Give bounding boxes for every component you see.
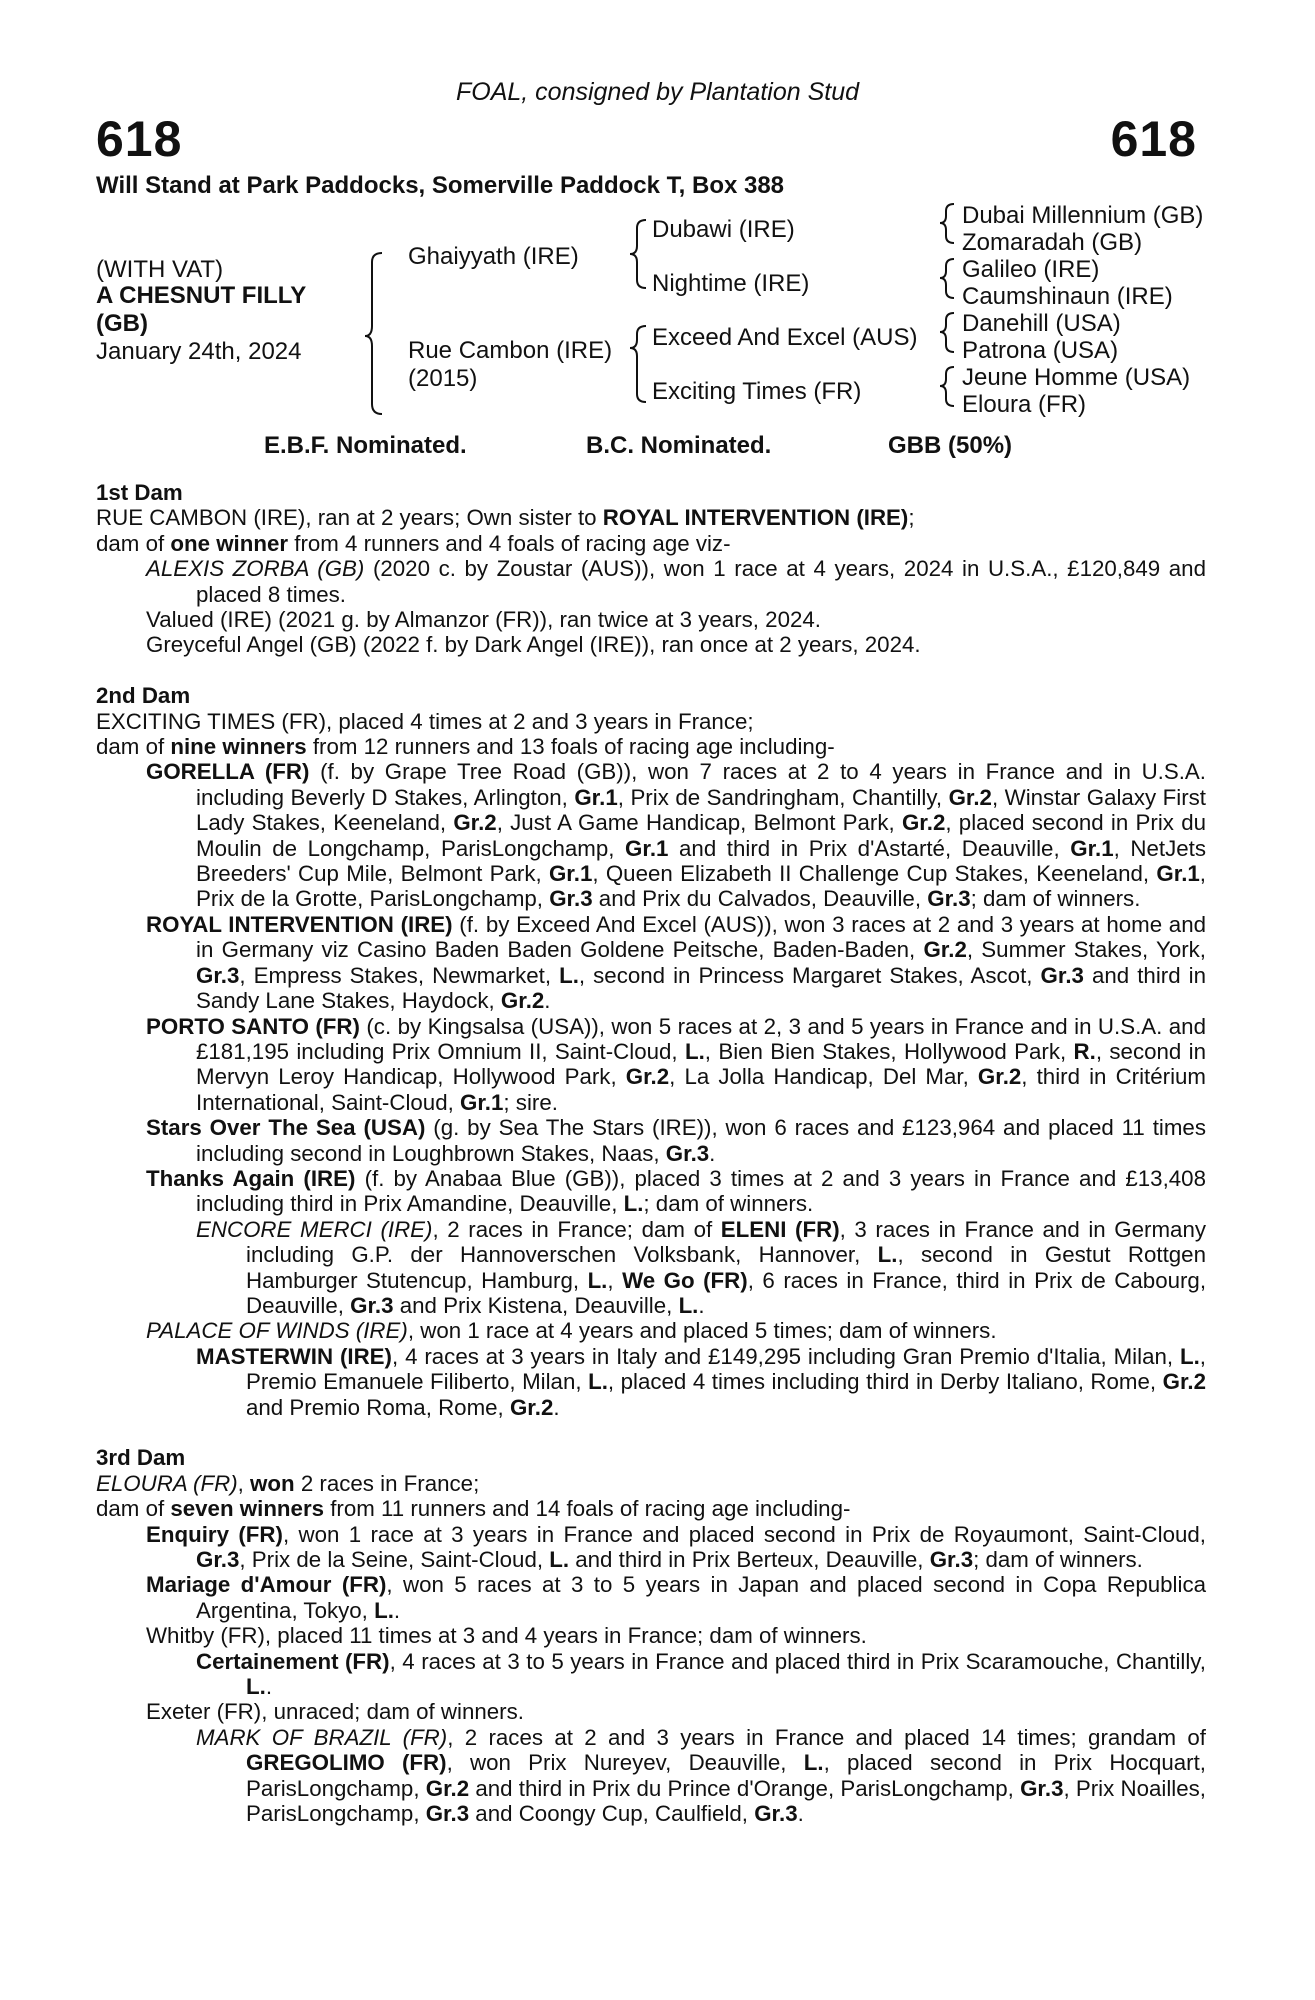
bc-nomination: B.C. Nominated. (586, 432, 772, 459)
horse-dob: January 24th, 2024 (96, 338, 302, 365)
bracket-dubawi (940, 204, 954, 243)
pedigree-g3-6: Patrona (USA) (962, 337, 1119, 364)
lot-number-left: 618 (96, 111, 183, 167)
third-dam-line: ELOURA (FR), won 2 races in France; (96, 1470, 480, 1496)
produce-entry-mark-of-brazil: MARK OF BRAZIL (FR), 2 races at 2 and 3 years in France and placed 14 times; grandam of GREGOLIMO (FR), won Prix Nureyev, Deauville, L., placed second in Prix Hocquart, ParisLongchamp, Gr.2 and third in Prix du Prince d'Orange, ParisLongchamp, Gr.3, Prix Noailles, ParisLongchamp, Gr.3 and Coongy Cup, Caulfield, Gr.3. (196, 1724, 1207, 1827)
pedigree-g3-3: Galileo (IRE) (962, 256, 1100, 283)
produce-entry-porto-santo: PORTO SANTO (FR) (c. by Kingsalsa (USA)), won 5 races at 2, 3 and 5 years in France and in U.S.A. and £181,195 including Prix Omnium II, Saint-Cloud, L., Bien Bien Stakes, Hollywood Park, R., second in Mervyn Leroy Handicap, Hollywood Park, Gr.2, La Jolla Handicap, Del Mar, Gr.2, third in Critérium International, Saint-Cloud, Gr.1; sire. (146, 1013, 1206, 1115)
lot-number-right: 618 (1110, 111, 1197, 167)
pedigree-dam-year: (2015) (408, 365, 478, 392)
second-dam-line: EXCITING TIMES (FR), placed 4 times at 2 and 3 years in France; (96, 708, 754, 734)
produce-entry-encore-merci: ENCORE MERCI (IRE), 2 races in France; dam of ELENI (FR), 3 races in France and in Germany including G.P. der Hannoverschen Volksbank, Hannover, L., second in Gestut Rottgen Hamburger Stutencup, Hamburg, L., We Go (FR), 6 races in France, third in Prix de Cabourg, Deauville, Gr.3 and Prix Kistena, Deauville, L.. (196, 1216, 1207, 1318)
ebf-nomination: E.B.F. Nominated. (264, 432, 467, 459)
first-dam-produce-summary: dam of one winner from 4 runners and 4 foals of racing age viz- (96, 530, 731, 556)
pedigree-g3-5: Danehill (USA) (962, 310, 1121, 337)
gbb-note: GBB (50%) (888, 432, 1013, 459)
pedigree-g3-8: Eloura (FR) (962, 391, 1087, 418)
third-dam-produce-summary: dam of seven winners from 11 runners and 14 foals of racing age including- (96, 1496, 851, 1522)
produce-entry-royal-intervention: ROYAL INTERVENTION (IRE) (f. by Exceed And Excel (AUS)), won 3 races at 2 and 3 years at home and in Germany viz Casino Baden Baden Goldene Peitsche, Baden-Baden, Gr.2, Summer Stakes, York, Gr.3, Empress Stakes, Newmarket, L., second in Princess Margaret Stakes, Ascot, Gr.3 and third in Sandy Lane Stakes, Haydock, Gr.2. (146, 911, 1207, 1014)
pedigree-dam-sire: Exceed And Excel (AUS) (652, 324, 918, 351)
horse-name: A CHESNUT FILLY (96, 282, 307, 309)
stand-location: Will Stand at Park Paddocks, Somerville Paddock T, Box 388 (96, 172, 785, 199)
produce-entry-gorella: GORELLA (FR) (f. by Grape Tree Road (GB)), won 7 races at 2 to 4 years in France and in U.S.A. including Beverly D Stakes, Arlington, Gr.1, Prix de Sandringham, Chantilly, Gr.2, Winstar Galaxy First Lady Stakes, Keeneland, Gr.2, Just A Game Handicap, Belmont Park, Gr.2, placed second in Prix du Moulin de Longchamp, ParisLongchamp, Gr.1 and third in Prix d'Astarté, Deauville, Gr.1, NetJets Breeders' Cup Mile, Belmont Park, Gr.1, Queen Elizabeth II Challenge Cup Stakes, Keeneland, Gr.1, Prix de la Grotte, ParisLongchamp, Gr.3 and Prix du Calvados, Deauville, Gr.3; dam of winners. (146, 759, 1206, 912)
produce-entry-whitby: Whitby (FR), placed 11 times at 3 and 4 years in France; dam of winners. (146, 1623, 867, 1649)
produce-entry-enquiry: Enquiry (FR), won 1 race at 3 years in France and placed second in Prix de Royaumont, Saint-Cloud, Gr.3, Prix de la Seine, Saint-Cloud, L. and third in Prix Berteux, Deauville, Gr.3; dam of winners. (146, 1521, 1206, 1573)
produce-entry: ALEXIS ZORBA (GB) (2020 c. by Zoustar (AUS)), won 1 race at 4 years, 2024 in U.S.A., £120,849 and placed 8 times. (146, 556, 1206, 607)
bracket-gen1 (365, 253, 382, 414)
pedigree-sire: Ghaiyyath (IRE) (408, 243, 579, 270)
produce-entry-stars-over-the-sea: Stars Over The Sea (USA) (g. by Sea The Stars (IRE)), won 6 races and £123,964 and placed 11 times including second in Loughbrown Stakes, Naas, Gr.3. (146, 1115, 1206, 1166)
produce-entry: Greyceful Angel (GB) (2022 f. by Dark Angel (IRE)), ran once at 2 years, 2024. (146, 632, 921, 658)
produce-entry-palace-of-winds: PALACE OF WINDS (IRE), won 1 race at 4 years and placed 5 times; dam of winners. (146, 1318, 997, 1344)
pedigree-sire-sire: Dubawi (IRE) (652, 216, 795, 243)
first-dam-heading: 1st Dam (96, 480, 183, 505)
pedigree-dam: Rue Cambon (IRE) (408, 337, 613, 364)
bracket-exciting (940, 367, 954, 406)
produce-entry-thanks-again: Thanks Again (IRE) (f. by Anabaa Blue (GB)), placed 3 times at 2 and 3 years in France and £13,408 including third in Prix Amandine, Deauville, L.; dam of winners. (146, 1165, 1206, 1217)
produce-entry-masterwin: MASTERWIN (IRE), 4 races at 3 years in Italy and £149,295 including Gran Premio d'Italia, Milan, L., Premio Emanuele Filiberto, Milan, L., placed 4 times including third in Derby Italiano, Rome, Gr.2 and Premio Roma, Rome, Gr.2. (196, 1343, 1207, 1420)
produce-entry-certainement: Certainement (FR), 4 races at 3 to 5 years in France and placed third in Prix Scaramouche, Chantilly, L.. (196, 1648, 1206, 1700)
produce-entry-mariage-damour: Mariage d'Amour (FR), won 5 races at 3 to 5 years in Japan and placed second in Copa Republica Argentina, Tokyo, L.. (146, 1572, 1206, 1623)
produce-entry: Valued (IRE) (2021 g. by Almanzor (FR)), ran twice at 3 years, 2024. (146, 607, 821, 633)
pedigree-g3-7: Jeune Homme (USA) (962, 364, 1191, 391)
page-subtitle: FOAL, consigned by Plantation Stud (455, 78, 860, 106)
bracket-nightime (940, 259, 954, 298)
pedigree-g3-4: Caumshinaun (IRE) (962, 283, 1173, 310)
produce-entry-exeter: Exeter (FR), unraced; dam of winners. (146, 1699, 524, 1725)
horse-name-suffix: (GB) (96, 310, 148, 337)
bracket-dam (630, 326, 646, 402)
catalogue-body (96, 480, 1206, 1827)
second-dam-heading: 2nd Dam (96, 683, 191, 709)
pedigree-sire-dam: Nightime (IRE) (652, 270, 810, 297)
pedigree-dam-dam: Exciting Times (FR) (652, 378, 862, 405)
bracket-exceed (940, 313, 954, 352)
pedigree-g3-1: Dubai Millennium (GB) (962, 202, 1204, 229)
first-dam-line: RUE CAMBON (IRE), ran at 2 years; Own sister to ROYAL INTERVENTION (IRE); (96, 505, 915, 531)
second-dam-produce-summary: dam of nine winners from 12 runners and 13 foals of racing age including- (96, 734, 835, 760)
third-dam-heading: 3rd Dam (96, 1445, 186, 1471)
vat-note: (WITH VAT) (96, 256, 224, 283)
bracket-sire (630, 220, 646, 288)
pedigree-g3-2: Zomaradah (GB) (962, 229, 1143, 256)
